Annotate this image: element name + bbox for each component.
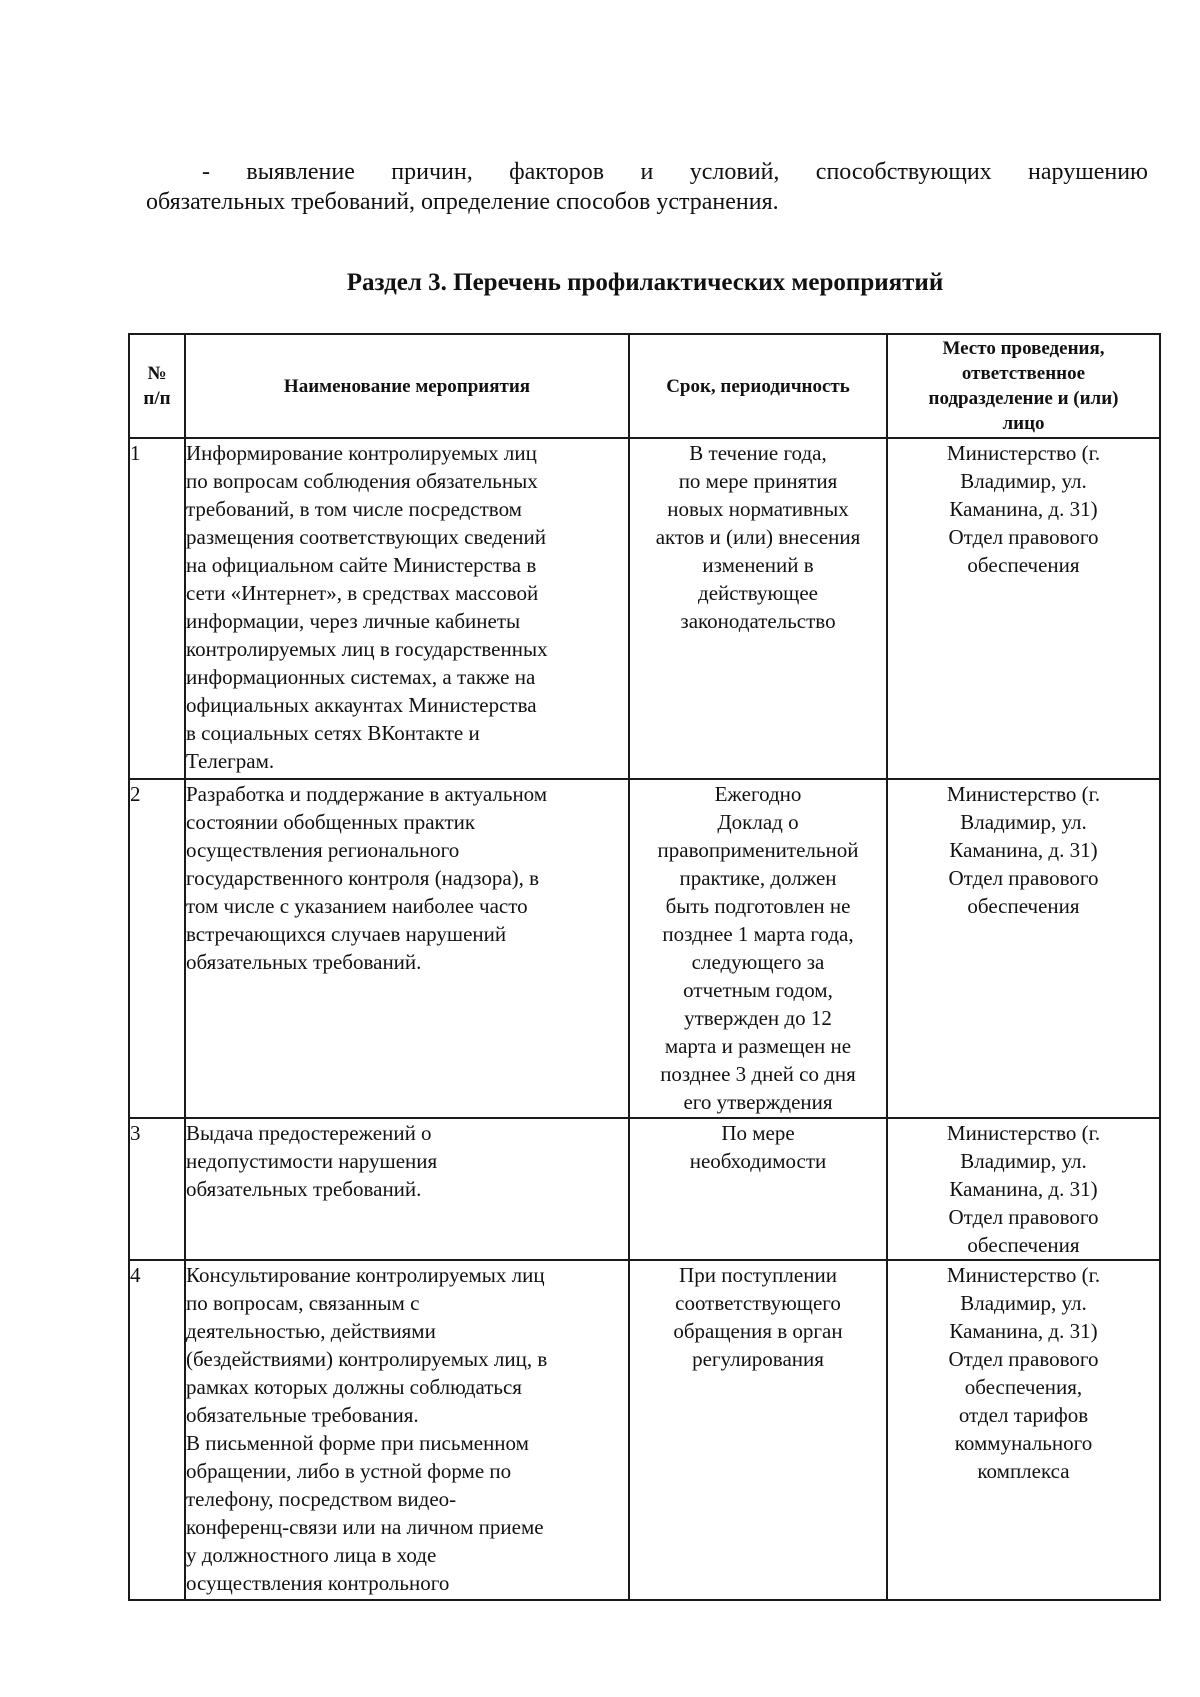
- place-cell: [887, 1118, 1160, 1260]
- activity-name-line: государственного контроля (надзора), в: [186, 866, 540, 890]
- place-line: обеспечения: [967, 894, 1080, 918]
- activity-name-line: встречающихся случаев нарушений: [186, 922, 507, 946]
- term-line: действующее: [698, 581, 818, 605]
- place-line: обеспечения,: [964, 1375, 1083, 1399]
- activity-name-cell: [185, 438, 629, 779]
- term-line: По мере: [721, 1121, 795, 1145]
- term-line: утвержден до 12: [684, 1006, 832, 1030]
- activity-name-line: осуществления регионального: [186, 838, 460, 862]
- activity-name-line: обязательные требования.: [186, 1403, 419, 1427]
- term-line: законодательство: [680, 609, 836, 633]
- header-name: Наименование мероприятия: [185, 334, 629, 438]
- row-number: 3: [129, 1118, 185, 1260]
- activity-name-line: обязательных требований.: [186, 1177, 422, 1201]
- term-cell: [629, 1260, 887, 1600]
- header-num: [129, 334, 185, 438]
- activity-name-line: размещения соответствующих сведений: [186, 525, 546, 549]
- activity-name-line: по вопросам, связанным с: [186, 1291, 420, 1315]
- activity-name-line: том числе с указанием наиболее часто: [186, 894, 528, 918]
- term-line: быть подготовлен не: [665, 894, 851, 918]
- header-place: [887, 334, 1160, 438]
- activity-name-cell: [185, 779, 629, 1118]
- term-line: позднее 1 марта года,: [662, 922, 854, 946]
- term-cell: [629, 1118, 887, 1260]
- place-line: Министерство (г.: [946, 782, 1101, 806]
- term-line: следующего за: [691, 950, 825, 974]
- activity-name-line: требований, в том числе посредством: [186, 497, 522, 521]
- place-line: Каманина, д. 31): [949, 838, 1098, 862]
- activity-name-cell: [185, 1260, 629, 1600]
- place-line: Каманина, д. 31): [949, 497, 1098, 521]
- activity-name-line: Информирование контролируемых лиц: [186, 441, 537, 465]
- activity-name-line: на официальном сайте Министерства в: [186, 553, 537, 577]
- term-line: актов и (или) внесения: [655, 525, 861, 549]
- term-line: позднее 3 дней со дня: [660, 1062, 856, 1086]
- place-line: Министерство (г.: [946, 1121, 1101, 1145]
- term-line: новых нормативных: [667, 497, 849, 521]
- place-line: Министерство (г.: [946, 441, 1101, 465]
- activity-name-line: (бездействиями) контролируемых лиц, в: [186, 1347, 548, 1371]
- place-cell: [887, 1260, 1160, 1600]
- header-place-line: Место проведения,: [942, 338, 1105, 359]
- header-place-line: подразделение и (или): [928, 388, 1119, 409]
- activity-name-line: рамках которых должны соблюдаться: [186, 1375, 522, 1399]
- term-line: отчетным годом,: [683, 978, 833, 1002]
- activity-name-line: информации, через личные кабинеты: [186, 609, 521, 633]
- place-line: Каманина, д. 31): [949, 1177, 1098, 1201]
- place-line: отдел тарифов: [958, 1403, 1089, 1427]
- activity-name-line: Разработка и поддержание в актуальном: [186, 782, 548, 806]
- term-cell: [629, 438, 887, 779]
- activity-name-line: недопустимости нарушения: [186, 1149, 438, 1173]
- activity-name-line: в социальных сетях ВКонтакте и: [186, 721, 480, 745]
- table-row: [129, 779, 1160, 1118]
- table-row: [129, 1118, 1160, 1260]
- activity-name-line: официальных аккаунтах Министерства: [186, 693, 537, 717]
- place-line: Отдел правового: [948, 1205, 1099, 1229]
- term-cell: [629, 779, 887, 1118]
- table-body: [129, 438, 1160, 1600]
- place-line: коммунального: [954, 1431, 1093, 1455]
- term-line: изменений в: [702, 553, 814, 577]
- activity-name-cell: [185, 1118, 629, 1260]
- activity-name-line: по вопросам соблюдения обязательных: [186, 469, 538, 493]
- activity-name-line: обязательных требований.: [186, 950, 422, 974]
- place-line: Каманина, д. 31): [949, 1319, 1098, 1343]
- header-num-line: №: [147, 363, 167, 384]
- term-line: обращения в орган: [673, 1319, 843, 1343]
- term-line: его утверждения: [683, 1090, 833, 1114]
- header-place-line: лицо: [1002, 413, 1045, 434]
- intro-paragraph: [146, 157, 1148, 217]
- activity-name-line: у должностного лица в ходе: [186, 1543, 437, 1567]
- activity-name-line: информационных системах, а также на: [186, 665, 536, 689]
- header-term: Срок, периодичность: [629, 334, 887, 438]
- activity-name-line: Консультирование контролируемых лиц: [186, 1263, 545, 1287]
- place-line: Министерство (г.: [946, 1263, 1101, 1287]
- place-line: Отдел правового: [948, 866, 1099, 890]
- header-num-line: п/п: [143, 388, 171, 409]
- place-line: Отдел правового: [948, 1347, 1099, 1371]
- place-cell: [887, 438, 1160, 779]
- activity-name-line: осуществления контрольного: [186, 1571, 450, 1595]
- activity-name-line: конференц-связи или на личном приеме: [186, 1515, 544, 1539]
- term-line: В течение года,: [689, 441, 827, 465]
- section-title: Раздел 3. Перечень профилактических мероприятий: [346, 269, 944, 296]
- place-line: Владимир, ул.: [960, 810, 1087, 834]
- place-line: комплекса: [977, 1459, 1070, 1483]
- intro-line: - выявление причин, факторов и условий, способствующих нарушению: [202, 159, 1148, 185]
- term-line: практике, должен: [679, 866, 837, 890]
- term-line: по мере принятия: [678, 469, 838, 493]
- row-number: 1: [129, 438, 185, 779]
- place-line: Владимир, ул.: [960, 1149, 1087, 1173]
- term-line: При поступлении: [679, 1263, 837, 1287]
- place-line: Владимир, ул.: [960, 1291, 1087, 1315]
- term-line: марта и размещен не: [664, 1034, 852, 1058]
- activity-name-line: сети «Интернет», в средствах массовой: [186, 581, 539, 605]
- intro-line: обязательных требований, определение способов устранения.: [146, 189, 779, 215]
- term-line: Доклад о: [717, 810, 799, 834]
- table-header-row: [129, 334, 1160, 438]
- activity-name-line: Телеграм.: [186, 749, 275, 773]
- table-row: [129, 1260, 1160, 1600]
- activity-name-line: деятельностью, действиями: [186, 1319, 436, 1343]
- activity-name-line: Выдача предостережений о: [186, 1121, 432, 1145]
- activity-name-line: состоянии обобщенных практик: [186, 810, 476, 834]
- header-place-line: ответственное: [961, 363, 1086, 384]
- row-number: 4: [129, 1260, 185, 1600]
- place-line: обеспечения: [967, 553, 1080, 577]
- term-line: соответствующего: [675, 1291, 841, 1315]
- row-number: 2: [129, 779, 185, 1118]
- activity-name-line: контролируемых лиц в государственных: [186, 637, 548, 661]
- place-line: обеспечения: [967, 1233, 1080, 1257]
- term-line: необходимости: [689, 1149, 827, 1173]
- term-line: регулирования: [692, 1347, 824, 1371]
- term-line: Ежегодно: [714, 782, 802, 806]
- activity-name-line: обращении, либо в устной форме по: [186, 1459, 512, 1483]
- table-row: [129, 438, 1160, 779]
- place-cell: [887, 779, 1160, 1118]
- activities-table: [128, 333, 1161, 1601]
- activity-name-line: В письменной форме при письменном: [186, 1431, 529, 1455]
- place-line: Владимир, ул.: [960, 469, 1087, 493]
- activity-name-line: телефону, посредством видео-: [186, 1487, 457, 1511]
- place-line: Отдел правового: [948, 525, 1099, 549]
- term-line: правоприменительной: [657, 838, 859, 862]
